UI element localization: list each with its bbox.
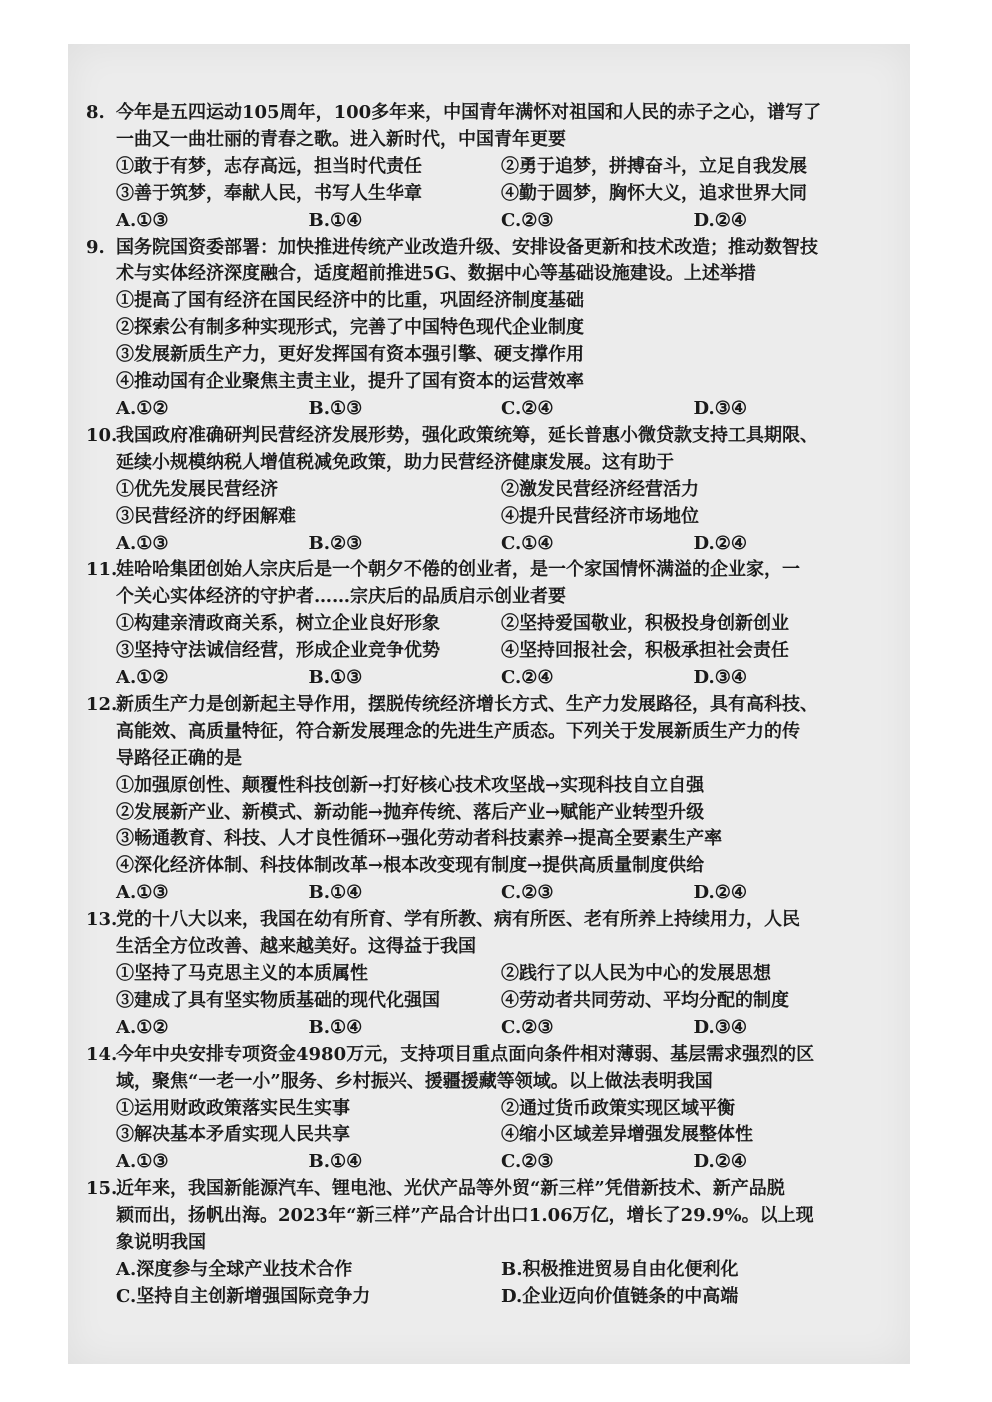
answer-choice: B.①④ bbox=[308, 209, 363, 231]
answer-choice: A.①② bbox=[116, 397, 169, 419]
stem-line: 导路径正确的是 bbox=[116, 747, 242, 769]
stem-line: 党的十八大以来，我国在幼有所育、学有所教、病有所医、老有所养上持续用力，人民 bbox=[116, 909, 800, 931]
option-item: ④勤于圆梦，胸怀大义，追求世界大同 bbox=[501, 182, 807, 204]
option-item: ②发展新产业、新模式、新动能→抛弃传统、落后产业→赋能产业转型升级 bbox=[116, 801, 705, 823]
stem-line: 高能效、高质量特征，符合新发展理念的先进生产质态。下列关于发展新质生产力的传 bbox=[116, 720, 800, 742]
stem-line: 颖而出，扬帆出海。2023年“新三样”产品合计出口1.06万亿，增长了29.9%。以上现 bbox=[116, 1205, 814, 1227]
answer-choice: C.②③ bbox=[501, 1151, 554, 1173]
answer-choices bbox=[86, 531, 886, 558]
answer-choices bbox=[86, 880, 886, 907]
stem-line: 生活全方位改善、越来越美好。这得益于我国 bbox=[116, 936, 476, 958]
option-item: D.企业迈向价值链条的中高端 bbox=[501, 1285, 739, 1307]
option-item: ②勇于追梦，拼搏奋斗，立足自我发展 bbox=[501, 155, 807, 177]
option-item: ②践行了以人民为中心的发展思想 bbox=[501, 963, 771, 984]
option-item: ①构建亲清政商关系，树立企业良好形象 bbox=[116, 613, 440, 635]
stem-line: 娃哈哈集团创始人宗庆后是一个朝夕不倦的创业者，是一个家国情怀满溢的企业家，一 bbox=[116, 559, 800, 581]
option-item: ①提高了国有经济在国民经济中的比重，巩固经济制度基础 bbox=[116, 290, 584, 312]
answer-choice: D.②④ bbox=[693, 532, 748, 554]
answer-choices bbox=[86, 1015, 886, 1042]
answer-choice: C.②④ bbox=[501, 397, 554, 419]
answer-choice: B.②③ bbox=[308, 532, 363, 554]
option-item: C.坚持自主创新增强国际竞争力 bbox=[116, 1285, 371, 1307]
option-item: ③解决基本矛盾实现人民共享 bbox=[116, 1124, 350, 1146]
question-stem bbox=[86, 1176, 886, 1257]
option-item: ③畅通教育、科技、人才良性循环→强化劳动者科技素养→提高全要素生产率 bbox=[116, 828, 723, 850]
answer-choice: D.②④ bbox=[693, 209, 748, 231]
stem-line: 今年是五四运动105周年，100多年来，中国青年满怀对祖国和人民的赤子之心，谱写了 bbox=[116, 102, 822, 123]
answer-choice: C.②③ bbox=[501, 1016, 554, 1038]
answer-choice: D.③④ bbox=[693, 1016, 748, 1038]
option-item: ①运用财政政策落实民生实事 bbox=[116, 1097, 350, 1119]
option-item: ③民营经济的纾困解难 bbox=[116, 505, 296, 527]
option-item: A.深度参与全球产业技术合作 bbox=[116, 1258, 353, 1280]
answer-choice: D.②④ bbox=[693, 882, 748, 904]
stem-line: 域，聚焦“一老一小”服务、乡村振兴、援疆援藏等领域。以上做法表明我国 bbox=[116, 1070, 713, 1092]
option-row bbox=[86, 504, 886, 531]
answer-choice: A.①③ bbox=[116, 882, 169, 904]
answer-choice: A.①③ bbox=[116, 209, 169, 231]
stem-line: 新质生产力是创新起主导作用，摆脱传统经济增长方式、生产力发展路径，具有高科技、 bbox=[116, 693, 818, 715]
question-block bbox=[86, 557, 886, 692]
answer-choice: B.①④ bbox=[308, 1016, 363, 1038]
answer-choices bbox=[86, 665, 886, 692]
answer-choices bbox=[86, 1149, 886, 1176]
option-row bbox=[86, 611, 886, 638]
option-row bbox=[86, 1257, 886, 1284]
question-block bbox=[86, 1176, 886, 1311]
stem-line: 国务院国资委部署：加快推进传统产业改造升级、安排设备更新和技术改造；推动数智技 bbox=[116, 236, 818, 258]
question-stem bbox=[86, 907, 886, 961]
option-row bbox=[86, 1122, 886, 1149]
stem-line: 延续小规模纳税人增值税减免政策，助力民营经济健康发展。这有助于 bbox=[116, 451, 674, 473]
question-list bbox=[86, 100, 886, 1311]
option-item: ②激发民营经济经营活力 bbox=[501, 478, 699, 500]
question-block bbox=[86, 1042, 886, 1177]
stem-line: 近年来，我国新能源汽车、锂电池、光伏产品等外贸“新三样”凭借新技术、新产品脱 bbox=[116, 1178, 785, 1200]
stem-line: 象说明我国 bbox=[116, 1232, 206, 1254]
question-block bbox=[86, 100, 886, 235]
answer-choice: B.①③ bbox=[308, 667, 363, 689]
answer-choice: C.②④ bbox=[501, 667, 554, 689]
answer-choice: A.①② bbox=[116, 1016, 169, 1038]
question-stem bbox=[86, 1042, 886, 1096]
answer-choice: C.①④ bbox=[501, 532, 554, 554]
option-item: ②通过货币政策实现区域平衡 bbox=[501, 1097, 735, 1119]
answer-choice: A.①③ bbox=[116, 1151, 169, 1173]
option-row bbox=[86, 1284, 886, 1311]
option-row bbox=[86, 988, 886, 1015]
answer-choices bbox=[86, 396, 886, 423]
answer-choice: B.①④ bbox=[308, 1151, 363, 1173]
option-item: ③发展新质生产力，更好发挥国有资本强引擎、硬支撑作用 bbox=[116, 344, 584, 366]
question-number: 13. bbox=[86, 909, 118, 931]
question-number: 10. bbox=[86, 424, 118, 446]
stem-line: 个关心实体经济的守护者……宗庆后的品质启示创业者要 bbox=[116, 586, 566, 608]
option-item: ④坚持回报社会，积极承担社会责任 bbox=[501, 640, 789, 662]
option-row bbox=[86, 477, 886, 504]
option-item: ③建成了具有坚实物质基础的现代化强国 bbox=[116, 989, 440, 1011]
stem-line: 术与实体经济深度融合，适度超前推进5G、数据中心等基础设施建设。上述举措 bbox=[116, 263, 756, 285]
stem-line: 今年中央安排专项资金4980万元，支持项目重点面向条件相对薄弱、基层需求强烈的区 bbox=[116, 1043, 815, 1065]
question-number: 11. bbox=[86, 559, 118, 581]
option-item: ④推动国有企业聚焦主责主业，提升了国有资本的运营效率 bbox=[116, 371, 584, 393]
question-number: 12. bbox=[86, 693, 118, 715]
option-item: ④提升民营经济市场地位 bbox=[501, 505, 699, 527]
stem-line: 一曲又一曲壮丽的青春之歌。进入新时代，中国青年更要 bbox=[116, 128, 566, 150]
question-stem bbox=[86, 235, 886, 289]
answer-choice: C.②③ bbox=[501, 209, 554, 231]
option-item: ④劳动者共同劳动、平均分配的制度 bbox=[501, 989, 789, 1011]
option-item: ③坚持守法诚信经营，形成企业竞争优势 bbox=[116, 640, 440, 662]
question-number: 15. bbox=[86, 1178, 118, 1200]
option-row bbox=[86, 181, 886, 208]
option-row bbox=[86, 638, 886, 665]
question-stem bbox=[86, 423, 886, 477]
option-item: ④深化经济体制、科技体制改革→根本改变现有制度→提供高质量制度供给 bbox=[116, 855, 705, 877]
answer-choice: D.②④ bbox=[693, 1151, 748, 1173]
question-block bbox=[86, 235, 886, 423]
answer-choices bbox=[86, 208, 886, 235]
option-row bbox=[86, 154, 886, 181]
stem-line: 我国政府准确研判民营经济发展形势，强化政策统筹，延长普惠小微贷款支持工具期限、 bbox=[116, 424, 818, 446]
question-stem bbox=[86, 557, 886, 611]
option-item: ②坚持爱国敬业，积极投身创新创业 bbox=[501, 613, 789, 635]
option-item: ③善于筑梦，奉献人民，书写人生华章 bbox=[116, 182, 422, 204]
option-row bbox=[86, 1096, 886, 1123]
option-item: B.积极推进贸易自由化便利化 bbox=[501, 1258, 739, 1280]
answer-choice: B.①④ bbox=[308, 882, 363, 904]
answer-choice: B.①③ bbox=[308, 397, 363, 419]
question-block bbox=[86, 423, 886, 558]
question-number: 14. bbox=[86, 1043, 118, 1065]
answer-choice: D.③④ bbox=[693, 397, 748, 419]
question-number: 9. bbox=[86, 236, 105, 258]
answer-choice: A.①③ bbox=[116, 532, 169, 554]
option-item: ①坚持了马克思主义的本质属性 bbox=[116, 963, 368, 984]
question-stem bbox=[86, 692, 886, 773]
question-block bbox=[86, 907, 886, 1042]
option-row bbox=[86, 961, 886, 988]
question-block bbox=[86, 692, 886, 907]
question-number: 8. bbox=[86, 102, 105, 123]
option-item: ②探索公有制多种实现形式，完善了中国特色现代企业制度 bbox=[116, 317, 584, 339]
option-item: ④缩小区域差异增强发展整体性 bbox=[501, 1124, 753, 1146]
answer-choice: A.①② bbox=[116, 667, 169, 689]
question-stem bbox=[86, 100, 886, 154]
option-item: ①优先发展民营经济 bbox=[116, 478, 278, 500]
option-item: ①加强原创性、颠覆性科技创新→打好核心技术攻坚战→实现科技自立自强 bbox=[116, 774, 705, 796]
option-item: ①敢于有梦，志存高远，担当时代责任 bbox=[116, 155, 422, 177]
answer-choice: D.③④ bbox=[693, 667, 748, 689]
answer-choice: C.②③ bbox=[501, 882, 554, 904]
